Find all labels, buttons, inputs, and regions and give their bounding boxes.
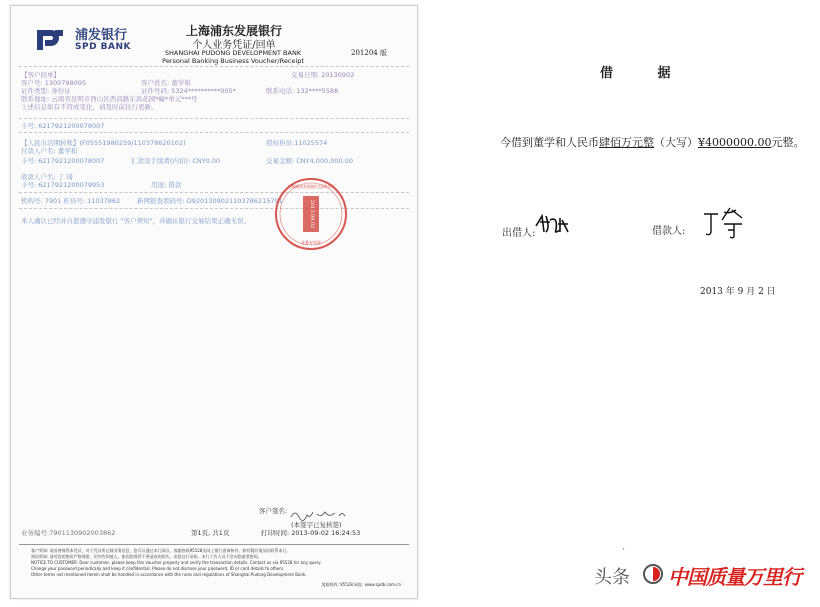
fine-print-line: NOTICE TO CUSTOMER: Dear customer, please keep this voucher properly and verify the transaction details. Contact us via 95528 for any query.: [31, 560, 322, 565]
confirmation-text: 本人确认已经并自愿遵守浦发银行 "客户须知"，并确认银行交易结果正确无误。: [21, 217, 251, 225]
address: 联系地址: 云南省昆明市西山区西昌路东昌花园*幢*单元***号: [21, 95, 198, 103]
print-time: 打印时间: 2013-09-02 16:24:53: [261, 529, 361, 537]
serial-number: 新网银查看码号: D9201309021103786215791: [137, 197, 283, 205]
customer-name: 客户姓名: 董学和: [141, 79, 191, 87]
stray-mark: ': [623, 548, 625, 555]
receipt-tag: 【客户回单】: [21, 71, 60, 79]
camera-icon: [640, 562, 666, 586]
business-serial: 业务编号:7901130902003862: [21, 529, 116, 537]
bank-seal-icon: [273, 176, 349, 252]
usage: 用途: 借款: [151, 181, 182, 189]
divider: [19, 208, 409, 209]
bank-voucher: [10, 5, 418, 599]
id-type: 证件类型: 身份证: [21, 87, 71, 95]
divider: [19, 132, 409, 133]
loan-text-before: 今借到董学和人民币: [500, 136, 599, 149]
info-notice: 上述信息如有不符或变化，请及时前往行更新。: [21, 103, 158, 111]
divider: [19, 66, 409, 67]
loan-note-text: [500, 134, 804, 150]
hotline: 客服热线: 95528 网址: www.spdb.com.cn: [321, 582, 401, 587]
id-number: 证件号码: 5324**********005*: [141, 87, 236, 95]
bank-name-cn: 浦发银行: [75, 28, 128, 43]
voucher-subtitle-en: Personal Banking Business Voucher/Receipt: [162, 57, 304, 65]
watermark-outlet: 中国质量万里行: [668, 565, 801, 589]
spd-bank-logo-icon: [35, 26, 67, 50]
voucher-header-en: SHANGHAI PUDONG DEVELOPMENT BANK: [164, 49, 302, 57]
loan-date: 2013 年 9 月 2 日: [700, 287, 776, 297]
payee-card: 卡号: 6217921200079953: [21, 181, 105, 189]
fine-print-line: Other terms not mentioned herein shall be handled in accordance with the rules and regulations of Shanghai Pudong Development Bank.: [31, 572, 307, 577]
phone: 联系电话: 132****5588: [266, 87, 339, 95]
watermark-source: 头条: [594, 567, 630, 588]
divider: [19, 192, 409, 193]
divider: [19, 118, 409, 119]
seal-ring-text: 上海浦东发展银行昆明分行: [287, 184, 335, 189]
auth-teller: 授权柜员:11025574: [266, 139, 328, 147]
fine-print-line: 密码须知: 请对您的密码严格保密，切勿告知他人。如因您保管不善造成的损失，由您自行承担。本行工作人员不会向您索要密码。: [31, 554, 262, 559]
lender-signature-icon: [532, 208, 572, 238]
seal-date: 2013.09.02: [309, 199, 315, 229]
customer-sign-label: 客户签名:: [259, 507, 288, 515]
payee-name: 收款人户名: 丁 琦: [21, 173, 73, 181]
org-teller: 机构号: 7901 柜员号: 11037862: [21, 197, 121, 205]
voucher-subtitle: 个人业务凭证/回单: [192, 40, 276, 51]
amount-words: 肆佰万元整: [599, 136, 654, 149]
fine-print-line: Change your password periodically and keep it confidential. Please do not disclose your password, ID or card details to others.: [31, 566, 285, 571]
fee: 汇款及手续费(内扣): CNY0.00: [131, 157, 221, 165]
divider: [19, 544, 409, 545]
customer-no: 客户号: 1300798095: [21, 79, 87, 87]
amount-figures: ¥4000000.00: [698, 136, 772, 149]
payer-card: 卡号: 6217921200078007: [21, 157, 105, 165]
trade-date: 交易日期: 20130902: [291, 71, 355, 79]
loan-text-after: 元整。: [771, 136, 805, 149]
voucher-header: 上海浦东发展银行: [185, 24, 282, 38]
borrower-signature-icon: [700, 204, 748, 240]
payer-name: 付款人户名: 董学和: [21, 147, 78, 155]
borrower-label: 借款人:: [652, 226, 686, 237]
transaction-amount: 交易金额: CNY4,000,000.00: [266, 157, 354, 165]
fine-print-line: 客户须知: 请妥善保管本凭证，对于凭证所记载业务信息，您可以通过本行网点、客服热线95528及网上银行查询核对。如有疑问请及时联系本行。: [31, 548, 291, 553]
page-indicator: 第1页, 共1页: [191, 529, 230, 537]
transfer-type: 【人民币活期转账】(F05551980259/110378620102): [21, 139, 186, 147]
seal-bottom-text: 业务专用章: [301, 240, 321, 245]
bank-name-en: SPD BANK: [75, 42, 132, 52]
card-number: 卡号: 6217921200078007: [21, 122, 105, 130]
sign-subtitle: (本签字已复核签): [291, 521, 342, 529]
loan-text-middle: （大写）: [654, 136, 698, 149]
loan-note-title: 借 据: [600, 66, 691, 81]
lender-label: 出借人:: [502, 228, 536, 239]
edition-label: 201204 版: [351, 49, 387, 57]
